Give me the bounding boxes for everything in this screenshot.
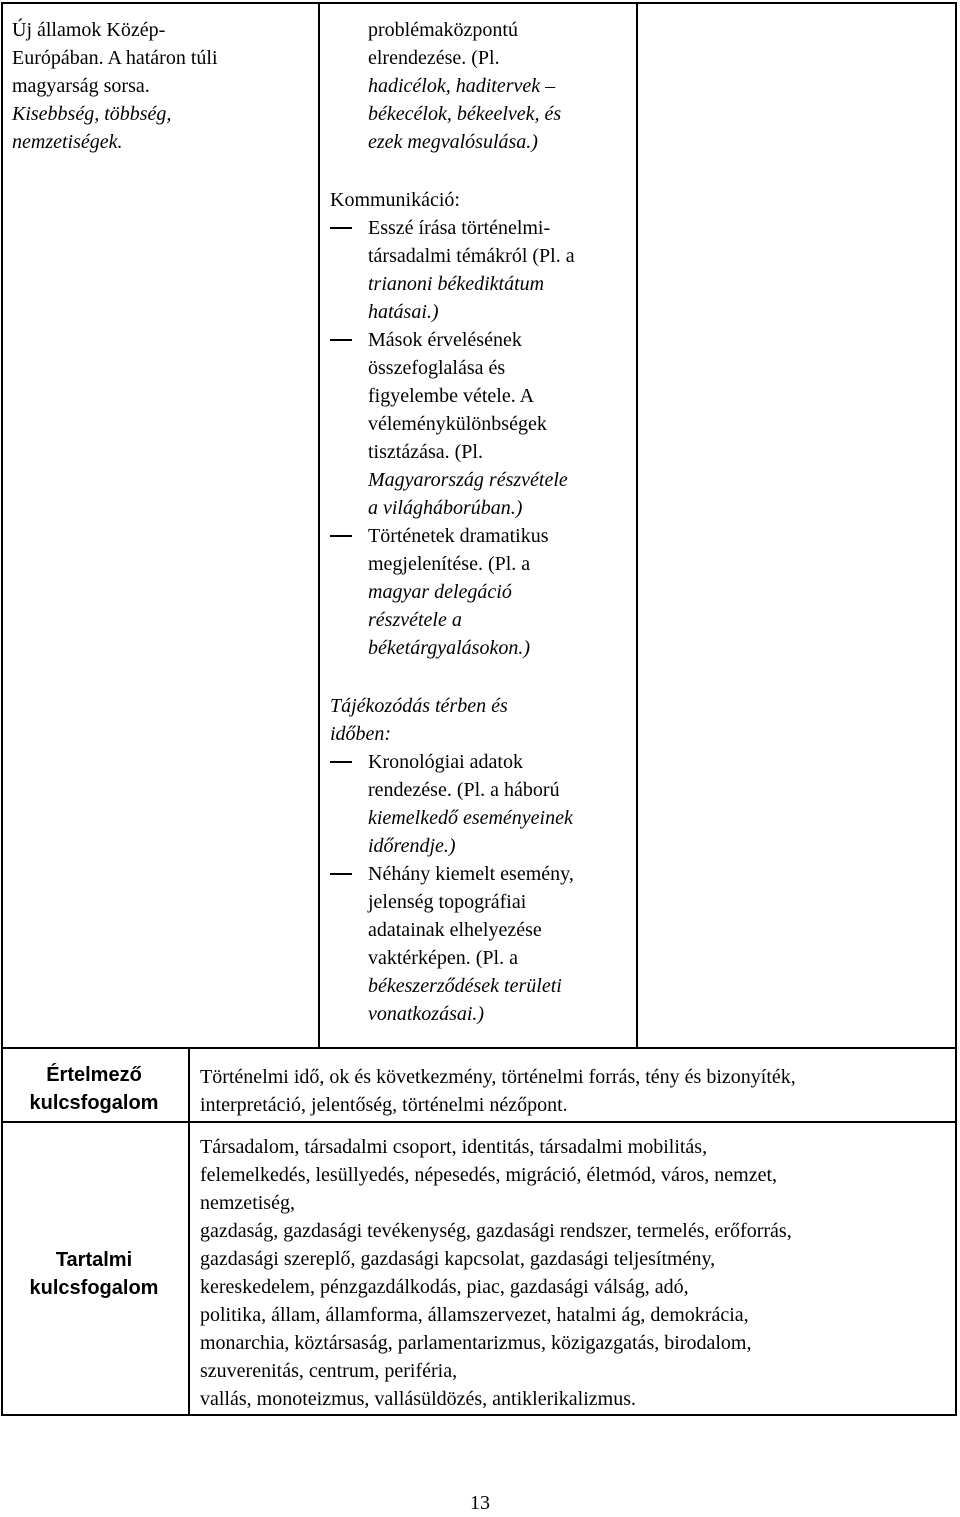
row-divider-upper xyxy=(1,1047,957,1049)
dash-bullet-icon xyxy=(330,339,352,341)
communication-heading: Kommunikáció: xyxy=(330,189,460,211)
table-border-left xyxy=(1,2,3,1416)
list-item xyxy=(330,748,630,860)
item-line: Történetek dramatikus xyxy=(368,525,549,547)
table-border-bottom xyxy=(1,1414,957,1416)
topic-line: nemzetiségek. xyxy=(12,131,123,153)
item-line: hatásai.) xyxy=(368,301,439,323)
item-line: kiemelkedő eseményeinek xyxy=(368,807,573,829)
item-line: Néhány kiemelt esemény, xyxy=(368,863,574,885)
item-line: Kronológiai adatok xyxy=(368,751,523,773)
topic-line: Új államok Közép- xyxy=(12,19,166,41)
table-border-right xyxy=(955,2,957,1416)
content-keywords xyxy=(200,1133,950,1413)
item-line: társadalmi témákról (Pl. a xyxy=(368,245,575,267)
keyword-line: politika, állam, államforma, államszervezet, hatalmi ág, demokrácia, xyxy=(200,1304,749,1326)
keyword-line: gazdaság, gazdasági tevékenység, gazdasági rendszer, termelés, erőforrás, xyxy=(200,1220,792,1242)
item-line: Magyarország részvétele xyxy=(368,469,568,491)
keyword-line: Társadalom, társadalmi csoport, identitás, társadalmi mobilitás, xyxy=(200,1136,708,1158)
topic-line: Kisebbség, többség, xyxy=(12,103,172,125)
keyword-line: interpretáció, jelentőség, történelmi nézőpont. xyxy=(200,1094,568,1116)
topic-line: magyarság sorsa. xyxy=(12,75,150,97)
item-line: béketárgyalásokon.) xyxy=(368,637,530,659)
column-divider-1 xyxy=(318,2,320,1048)
item-line: véleménykülönbségek xyxy=(368,413,547,435)
keyword-line: szuverenitás, centrum, periféria, xyxy=(200,1360,458,1382)
intro-line: problémaközpontú xyxy=(368,19,518,41)
list-item xyxy=(330,214,630,326)
intro-line: hadicélok, haditervek – xyxy=(368,75,556,97)
orientation-heading: időben: xyxy=(330,723,392,745)
intro-line: békecélok, békeelvek, és xyxy=(368,103,562,125)
keyword-line: felemelkedés, lesüllyedés, népesedés, migráció, életmód, város, nemzet, xyxy=(200,1164,778,1186)
intro-line: elrendezése. (Pl. xyxy=(368,47,500,69)
item-line: vonatkozásai.) xyxy=(368,1003,485,1025)
topic-cell xyxy=(12,16,312,156)
keyword-line: gazdasági szereplő, gazdasági kapcsolat, gazdasági teljesítmény, xyxy=(200,1248,716,1270)
item-line: adatainak elhelyezése xyxy=(368,919,542,941)
item-line: megjelenítése. (Pl. a xyxy=(368,553,531,575)
dash-bullet-icon xyxy=(330,873,352,875)
row-divider-middle xyxy=(1,1121,957,1123)
page-number: 13 xyxy=(470,1492,490,1514)
development-tasks-cell xyxy=(330,16,630,1028)
dash-bullet-icon xyxy=(330,761,352,763)
interpretive-keywords xyxy=(200,1063,950,1119)
item-line: trianoni békediktátum xyxy=(368,273,545,295)
item-line: figyelembe vétele. A xyxy=(368,385,535,407)
item-line: időrendje.) xyxy=(368,835,456,857)
keyword-line: nemzetiség, xyxy=(200,1192,295,1214)
column-divider-2 xyxy=(636,2,638,1048)
interpretive-key-concept-label: Értelmező kulcsfogalom xyxy=(29,1064,159,1114)
keyword-line: monarchia, köztársaság, parlamentarizmus, közigazgatás, birodalom, xyxy=(200,1332,752,1354)
list-item xyxy=(330,522,630,662)
dash-bullet-icon xyxy=(330,227,352,229)
item-line: a világháborúban.) xyxy=(368,497,523,519)
item-line: Esszé írása történelmi- xyxy=(368,217,551,239)
item-line: részvétele a xyxy=(368,609,462,631)
label-divider xyxy=(188,1047,190,1416)
item-line: összefoglalása és xyxy=(368,357,506,379)
list-item xyxy=(330,326,630,522)
table-border-top xyxy=(1,2,957,4)
item-line: tisztázása. (Pl. xyxy=(368,441,483,463)
item-line: jelenség topográfiai xyxy=(368,891,527,913)
orientation-heading: Tájékozódás térben és xyxy=(330,695,508,717)
item-line: békeszerződések területi xyxy=(368,975,562,997)
item-line: vaktérképen. (Pl. a xyxy=(368,947,518,969)
list-item xyxy=(330,860,630,1028)
item-line: magyar delegáció xyxy=(368,581,512,603)
intro-block xyxy=(330,16,630,156)
keyword-line: kereskedelem, pénzgazdálkodás, piac, gazdasági válság, adó, xyxy=(200,1276,689,1298)
topic-line: Európában. A határon túli xyxy=(12,47,218,69)
keyword-line: Történelmi idő, ok és következmény, történelmi forrás, tény és bizonyíték, xyxy=(200,1066,796,1088)
keyword-line: vallás, monoteizmus, vallásüldözés, antiklerikalizmus. xyxy=(200,1388,637,1410)
intro-line: ezek megvalósulása.) xyxy=(368,131,538,153)
content-key-concept-label: Tartalmi kulcsfogalom xyxy=(29,1249,159,1299)
dash-bullet-icon xyxy=(330,535,352,537)
item-line: Mások érvelésének xyxy=(368,329,522,351)
item-line: rendezése. (Pl. a háború xyxy=(368,779,560,801)
